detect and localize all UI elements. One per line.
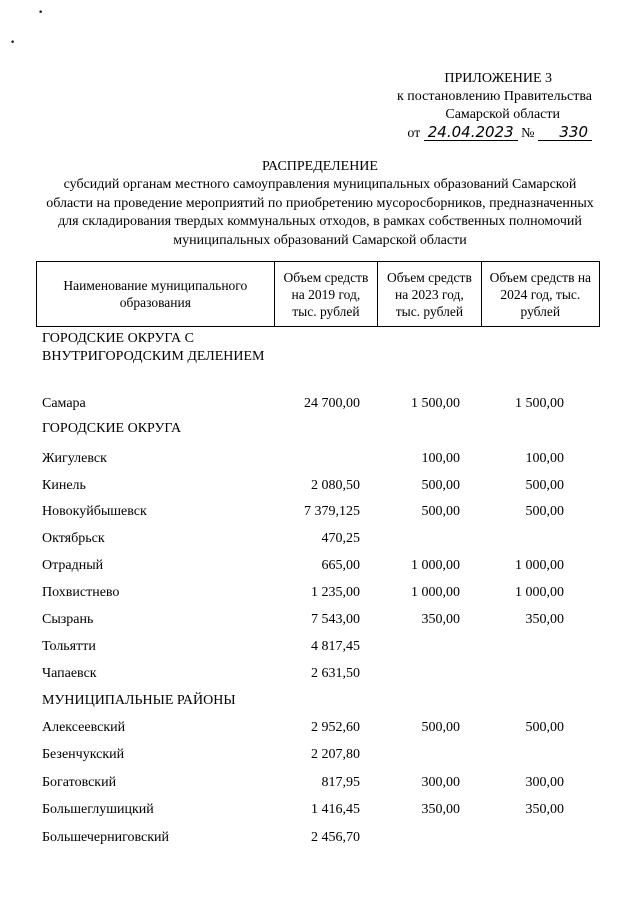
row-name: Большеглушицкий	[42, 802, 154, 817]
row-2019: 2 207,80	[311, 747, 360, 762]
row-2019: 7 543,00	[311, 612, 360, 627]
attachment-title: ПРИЛОЖЕНИЕ 3	[444, 71, 552, 86]
section-heading: ГОРОДСКИЕ ОКРУГА	[42, 421, 182, 436]
row-name: Большечерниговский	[42, 830, 170, 845]
section-heading: ГОРОДСКИЕ ОКРУГА С ВНУТРИГОРОДСКИМ ДЕЛЕНИЕМ	[42, 331, 265, 364]
scan-speck: •	[38, 8, 44, 18]
row-2023: 1 000,00	[411, 585, 460, 600]
row-2024: 1 000,00	[515, 558, 564, 573]
row-name: Богатовский	[42, 775, 117, 790]
row-2019: 665,00	[321, 558, 360, 573]
attachment-block	[397, 70, 592, 143]
row-name: Новокуйбышевск	[42, 504, 147, 519]
row-2024: 500,00	[525, 478, 564, 493]
row-2023: 500,00	[421, 478, 460, 493]
header-2024: Объем средств на 2024 год, тыс. рублей	[481, 262, 599, 327]
row-name: Самара	[42, 396, 86, 411]
row-2019: 2 631,50	[311, 666, 360, 681]
row-2019: 4 817,45	[311, 639, 360, 654]
row-name: Чапаевск	[42, 666, 97, 681]
row-name: Жигулевск	[42, 451, 107, 466]
row-name: Тольятти	[42, 639, 96, 654]
scan-speck: •	[10, 38, 16, 48]
row-2024: 350,00	[525, 612, 564, 627]
row-2019: 817,95	[321, 775, 360, 790]
row-2019: 2 952,60	[311, 720, 360, 735]
row-2024: 1 000,00	[515, 585, 564, 600]
row-2019: 470,25	[321, 531, 360, 546]
row-2024: 350,00	[525, 802, 564, 817]
row-2019: 7 379,125	[304, 504, 360, 519]
handwritten-date: 24.04.2023	[424, 124, 518, 141]
row-2024: 500,00	[525, 504, 564, 519]
number-prefix: №	[521, 126, 535, 141]
header-2023: Объем средств на 2023 год, тыс. рублей	[378, 262, 481, 327]
row-2024: 1 500,00	[515, 396, 564, 411]
row-name: Сызрань	[42, 612, 94, 627]
row-name: Похвистнево	[42, 585, 120, 600]
row-name: Алексеевский	[42, 720, 126, 735]
row-2019: 1 416,45	[311, 802, 360, 817]
date-prefix: от	[407, 126, 421, 141]
table-header	[36, 261, 600, 327]
row-2023: 500,00	[421, 504, 460, 519]
handwritten-number: 330	[538, 124, 592, 141]
attachment-line2: к постановлению Правительства	[396, 89, 592, 104]
attachment-date-line	[407, 124, 592, 143]
row-2024: 100,00	[525, 451, 564, 466]
row-2023: 1 500,00	[411, 396, 460, 411]
row-2019: 2 080,50	[311, 478, 360, 493]
row-2023: 350,00	[421, 802, 460, 817]
row-2023: 350,00	[421, 612, 460, 627]
row-2023: 300,00	[421, 775, 460, 790]
row-2024: 500,00	[525, 720, 564, 735]
row-name: Отрадный	[42, 558, 104, 573]
row-2019: 2 456,70	[311, 830, 360, 845]
attachment-line3: Самарской области	[445, 107, 560, 122]
row-2024: 300,00	[525, 775, 564, 790]
header-name: Наименование муниципального образования	[37, 262, 275, 327]
row-2019: 24 700,00	[304, 396, 360, 411]
row-2023: 100,00	[421, 451, 460, 466]
header-2019: Объем средств на 2019 год, тыс. рублей	[274, 262, 377, 327]
document-subtitle: субсидий органам местного самоуправления муниципальных образований Самарской области на проведение мероприятий по приобретению мусоросборников, предназначенных для складирования твердых коммунальных отходов, в рамках собственных полномочий муниципальных образований Самарской области	[46, 177, 594, 248]
row-2019: 1 235,00	[311, 585, 360, 600]
section-heading: МУНИЦИПАЛЬНЫЕ РАЙОНЫ	[42, 693, 236, 708]
row-name: Октябрьск	[42, 531, 105, 546]
row-name: Кинель	[42, 478, 86, 493]
row-name: Безенчукский	[42, 747, 125, 762]
row-2023: 500,00	[421, 720, 460, 735]
row-2023: 1 000,00	[411, 558, 460, 573]
document-title: РАСПРЕДЕЛЕНИЕ	[262, 159, 378, 174]
